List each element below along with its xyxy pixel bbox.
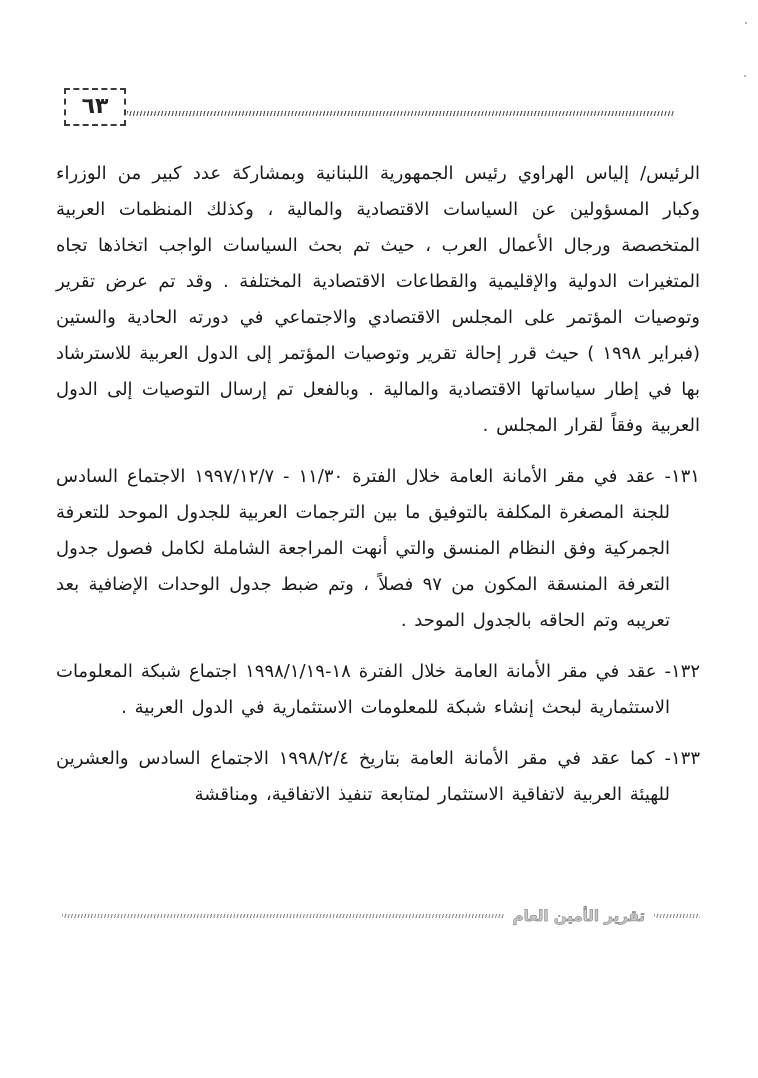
item-text: عقد في مقر الأمانة العامة خلال الفترة ١١/٣٠ - ١٩٩٧/١٢/٧ الاجتماع السادس للجنة المصغرة المكلفة بالتوفيق ما بين الترجمات العربية للجدول الموحد للتعرفة الجمركية وفق النظام المنسق والتي أنهت المراجعة الشاملة لكامل فصول جدول التعرفة المنسقة المكون من ٩٧ فصلاً ، وتم ضبط جدول الوحدات الإضافية بعد تعريبه وتم الحاقه بالجدول الموحد .: [56, 466, 670, 631]
header-dotted-rule: [127, 111, 675, 116]
scan-speck: [744, 75, 746, 77]
footer-title: تقرير الأمين العام: [512, 907, 645, 925]
footer: [62, 906, 700, 926]
page-number: ٦٣: [81, 94, 109, 119]
footer-dotted-rule-short: [654, 914, 700, 918]
item-text: عقد في مقر الأمانة العامة خلال الفترة ١٨-١٩٩٨/١/١٩ اجتماع شبكة المعلومات الاستثمارية لبحث إنشاء شبكة للمعلومات الاستثمارية في الدول العربية .: [56, 661, 670, 718]
item-text: كما عقد في مقر الأمانة العامة بتاريخ ١٩٩٨/٢/٤ الاجتماع السادس والعشرين للهيئة العربية لاتفاقية الاستثمار لمتابعة تنفيذ الاتفاقية، ومناقشة: [56, 748, 670, 805]
footer-dotted-rule: [62, 914, 504, 918]
list-item-131: [56, 459, 700, 639]
item-number: ١٣٢-: [664, 661, 700, 682]
item-number: ١٣١-: [664, 466, 700, 487]
list-item-132: [56, 654, 700, 726]
page-number-box: [64, 88, 126, 126]
body-text: [56, 156, 700, 828]
item-number: ١٣٣-: [664, 748, 700, 769]
continuation-paragraph: الرئيس/ إلياس الهراوي رئيس الجمهورية اللبنانية وبمشاركة عدد كبير من الوزراء وكبار المسؤولين عن السياسات الاقتصادية والمالية ، وكذلك المنظمات العربية المتخصصة ورجال الأعمال العرب ، حيث تم بحث السياسات الواجب اتخاذها تجاه المتغيرات الدولية والإقليمية والقطاعات الاقتصادية المختلفة . وقد تم عرض تقرير وتوصيات المؤتمر على المجلس الاقتصادي والاجتماعي في دورته الحادية والستين (فبراير ١٩٩٨ ) حيث قرر إحالة تقرير وتوصيات المؤتمر إلى الدول العربية للاسترشاد بها في إطار سياساتها الاقتصادية والمالية . وبالفعل تم إرسال التوصيات إلى الدول العربية وفقاً لقرار المجلس .: [56, 163, 701, 436]
list-item-133: [56, 741, 700, 813]
scan-speck: [745, 22, 747, 24]
